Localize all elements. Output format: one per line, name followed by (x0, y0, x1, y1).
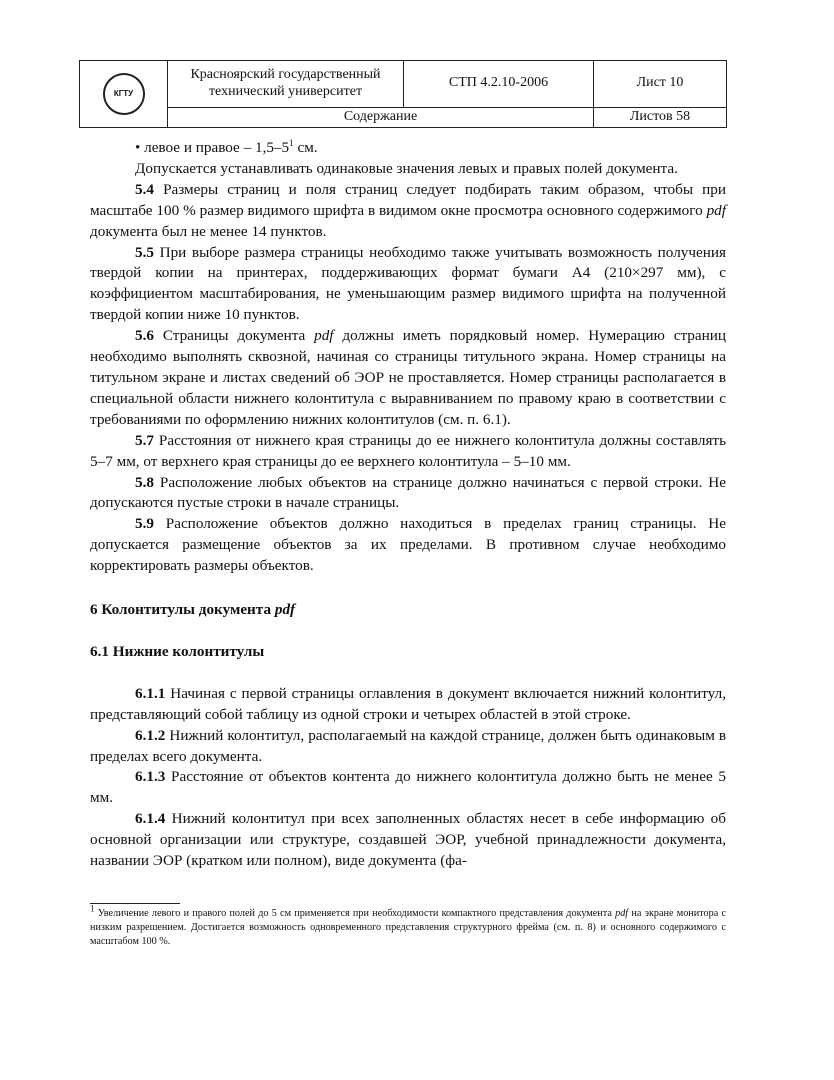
paragraph-5-6: 5.6 Страницы документа pdf должны иметь порядковый номер. Нумерацию страниц необходимо выполнять сквозной, начиная со страницы титульного экрана. Номер страницы на титульном экране и листах сведений об ЭОР не проставляется. Номер страницы располагается в специальной области нижнего колонтитула с выравниванием по правому краю в соответствии с требованиями по оформлению нижних колонтитулов (см. п. 6.1). (90, 327, 726, 428)
document-body (90, 138, 726, 872)
paragraph-6-1-4: 6.1.4 Нижний колонтитул при всех заполненных областях несет в себе информацию об основной организации или структуре, создавшей ЭОР, учебной принадлежности документа, названии ЭОР (кратком или полном), виде документа (фа- (90, 810, 726, 870)
paragraph-5-8: 5.8 Расположение любых объектов на странице должно начинаться с первой строки. Не допускаются пустые строки в начале страницы. (90, 473, 726, 512)
footnote: $^1$ Увеличение левого и правого полей до 5 см применяется при необходимости компактного представления документа pdf на экране монитора с низким разрешением. Достигается возможность одновременного представления структурного фрейма (см. п. 8) и основного содержимого с масштабом 100 %. (90, 903, 726, 947)
paragraph-5-4: 5.4 Размеры страниц и поля страниц следует подбирать таким образом, чтобы при масштабе 100 % размер видимого шрифта в видимом окне просмотра основного содержимого pdf документа был не менее 14 пунктов. (90, 180, 726, 240)
heading-6-1: 6.1 Нижние колонтитулы (90, 642, 265, 660)
paragraph-5-5: 5.5 При выборе размера страницы необходимо также учитывать возможность получения твердой копии на принтерах, поддерживающих формат бумаги А4 (210×297 мм), с коэффициентом масштабирования, не уменьшающим размер видимого шрифта на полученной твердой копии ниже 10 пунктов. (90, 243, 726, 324)
paragraph-margins-allowed: Допускается устанавливать одинаковые значения левых и правых полей документа. (135, 159, 678, 177)
margin-bullet: • левое и правое – $1,5-5^1$ см. (135, 137, 318, 156)
sheet-number: Лист 10 (594, 61, 727, 108)
heading-section-6: 6 Колонтитулы документа pdf (90, 601, 296, 619)
footnote-divider (90, 903, 180, 904)
sheets-total: Листов 58 (594, 107, 727, 127)
document-code: СТП 4.2.10-2006 (404, 61, 594, 108)
paragraph-6-1-1: 6.1.1 Начиная с первой страницы оглавления в документ включается нижний колонтитул, представляющий собой таблицу из одной строки и четырех областей в этой строке. (90, 684, 726, 723)
paragraph-6-1-2: 6.1.2 Нижний колонтитул, располагаемый на каждой странице, должен быть одинаковым в пределах всего документа. (90, 726, 726, 765)
paragraph-5-7: 5.7 Расстояния от нижнего края страницы до ее нижнего колонтитула должны составлять 5–7 мм, от верхнего края страницы до ее верхнего колонтитула – 5–10 мм. (90, 431, 726, 470)
university-logo-icon: КГТУ (103, 73, 145, 115)
section-title: Содержание (168, 107, 594, 127)
document-header-table (79, 60, 727, 128)
organization-name: Красноярский государственный технический университет (168, 61, 404, 108)
paragraph-5-9: 5.9 Расположение объектов должно находиться в пределах границ страницы. Не допускается размещение объектов за их пределами. В противном случае необходимо корректировать размеры объектов. (90, 515, 726, 575)
paragraph-6-1-3: 6.1.3 Расстояние от объектов контента до нижнего колонтитула должно быть не менее 5 мм. (90, 768, 726, 807)
university-logo-cell (80, 61, 168, 128)
